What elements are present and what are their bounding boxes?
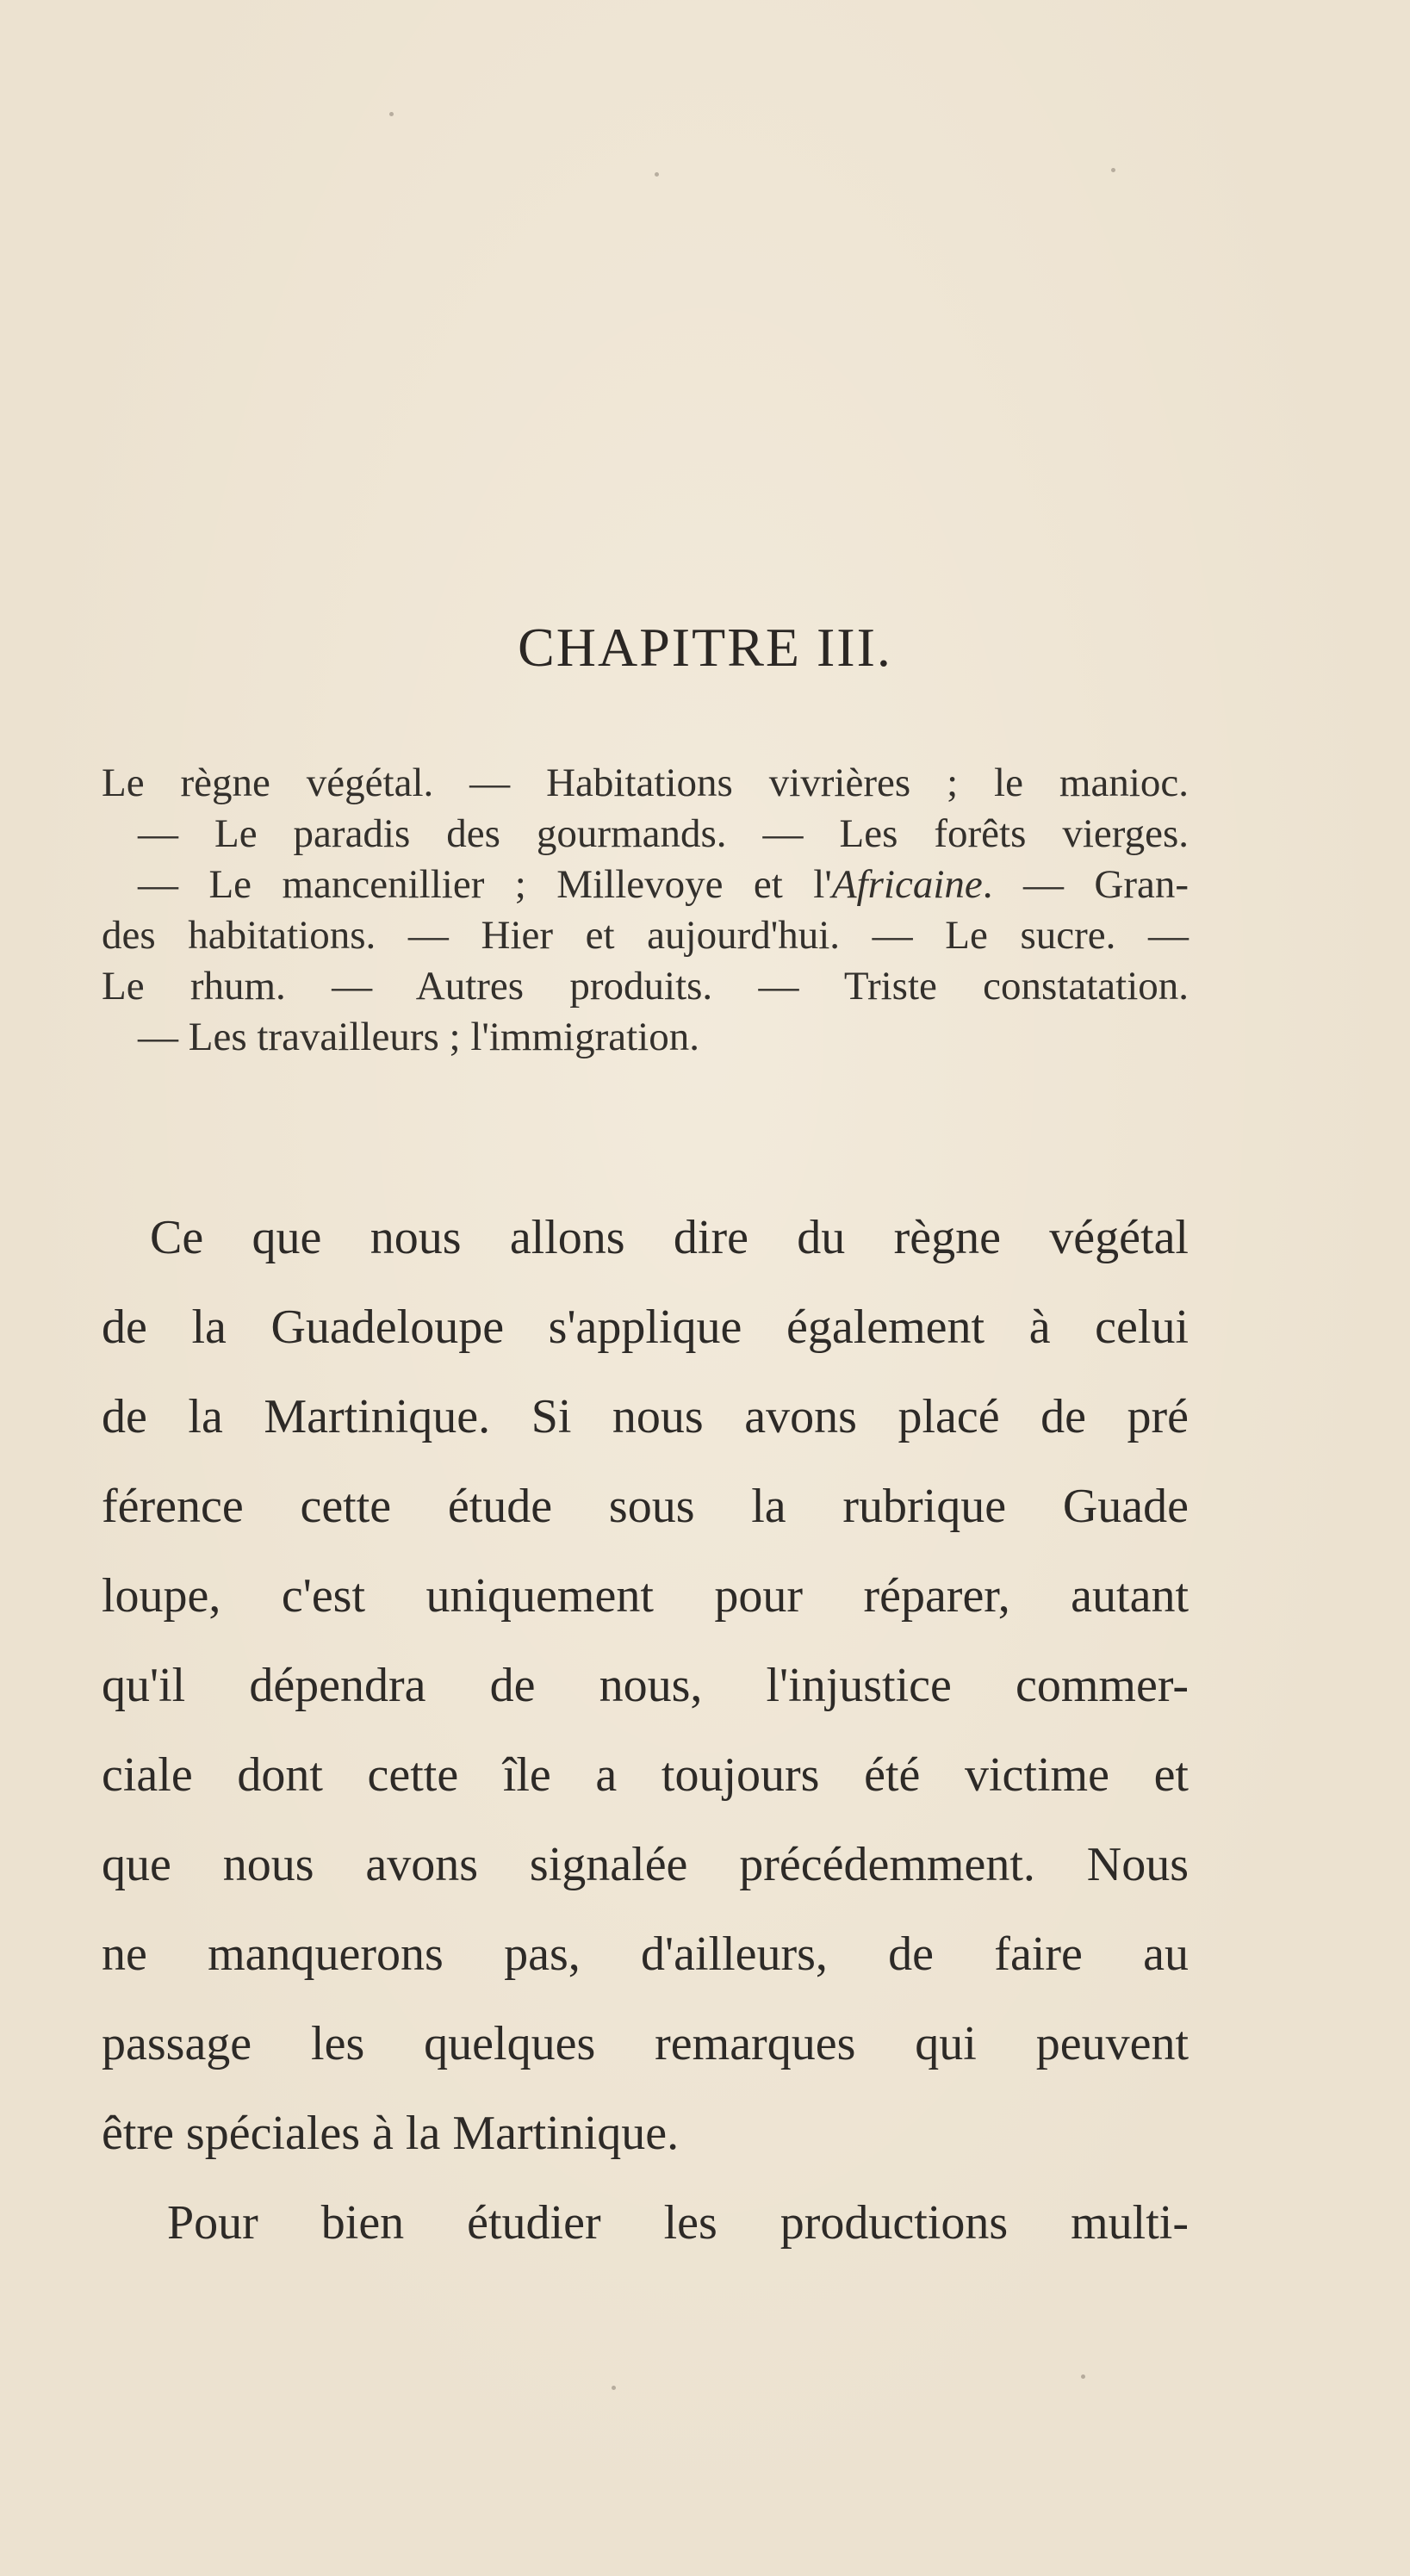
chapter-summary: [102, 758, 1189, 1063]
body-line: que nous avons signalée précédemment. Nous: [102, 1838, 1189, 1891]
paper-speck: [389, 112, 394, 116]
summary-line: Le règne végétal. — Habitations vivrières ; le manioc.: [102, 760, 1189, 805]
summary-line-text: . — Gran-: [982, 862, 1189, 907]
body-line: Ce que nous allons dire du règne végétal: [150, 1211, 1189, 1264]
paper-speck: [655, 172, 659, 177]
summary-line: Le rhum. — Autres produits. — Triste constatation.: [102, 964, 1189, 1009]
body-line: qu'il dépendra de nous, l'injustice commer-: [102, 1659, 1189, 1712]
summary-line: — Le paradis des gourmands. — Les forêts vierges.: [138, 811, 1189, 856]
body-line: ciale dont cette île a toujours été victime et: [102, 1748, 1189, 1802]
summary-line: des habitations. — Hier et aujourd'hui. — Le sucre. —: [102, 913, 1189, 958]
body-line: de la Martinique. Si nous avons placé de pré: [102, 1390, 1189, 1443]
body-line: férence cette étude sous la rubrique Guade: [102, 1480, 1189, 1533]
summary-line-text: — Le mancenillier ; Millevoye et l': [138, 862, 832, 907]
paper-speck: [612, 2386, 616, 2390]
summary-italic-title: Africaine: [831, 862, 983, 907]
body-line: passage les quelques remarques qui peuvent: [102, 2017, 1189, 2070]
paper-speck: [1081, 2374, 1085, 2379]
chapter-title: CHAPITRE III.: [518, 617, 892, 678]
body-line: ne manquerons pas, d'ailleurs, de faire au: [102, 1927, 1189, 1981]
body-text: [102, 1193, 1189, 2268]
summary-line: [102, 860, 1189, 910]
body-line: être spéciales à la Martinique.: [102, 2107, 680, 2160]
summary-line: — Les travailleurs ; l'immigration.: [138, 1015, 699, 1059]
body-line: de la Guadeloupe s'applique également à celui: [102, 1300, 1189, 1354]
paper-speck: [1111, 168, 1115, 172]
body-line: Pour bien étudier les productions multi-: [167, 2196, 1189, 2250]
body-line: loupe, c'est uniquement pour réparer, autant: [102, 1569, 1189, 1623]
